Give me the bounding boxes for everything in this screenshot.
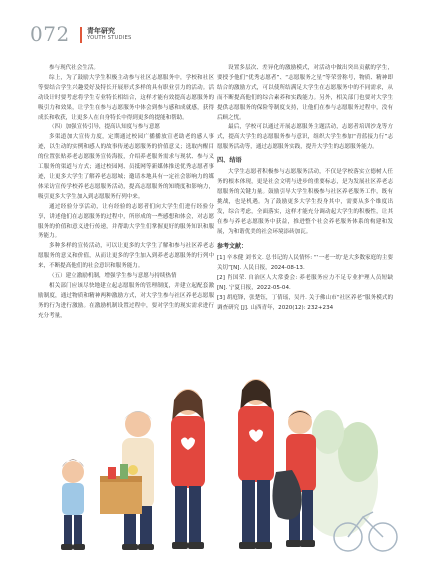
header-divider (80, 27, 82, 43)
page-number: 072 (30, 22, 70, 46)
subsection-heading: （五）建立激励机制，增强学生参与意愿与持续热情 (49, 273, 177, 280)
volunteer-illustration (38, 352, 398, 562)
volunteer-girl-icon (171, 389, 205, 549)
page-header (30, 22, 400, 48)
paragraph: 大学生志愿者积极参与志愿服务活动，不仅是学校落实立德树人任务的根本体现，更是社会文明与进步的重要标志，是为发展社区养老志愿服务的关键力量。鼓励引导大学生积极参与社区养老服务工作，既有挑战，也是机遇。为了鼓励更多大学生投身其中，需要从多个维度出发，综合考虑，全面落实，这样才能充分调动起大学生的积极性，让其在参与养老志愿服务中获益，推进整个社会养老服务体系的构建和发展，为和谐优美的社会环境添砖加瓦。 (217, 169, 393, 235)
right-text-column (217, 64, 393, 314)
paragraph: 设置多层次、差异化的激励模式，对活动中做出突出贡献的学生，要授予他们“优秀志愿者”、“志愿服务之星”等荣誉称号，物质、精神即结合的激励方式，可以使所结满足大学生在志愿服务中的不同需求，从而不断提高他们的综合素养和实践能力。另外，相关部门也要对大学生提供志愿服务的保险等制度支持，让他们在参与志愿服务过程中，没有后顾之忧。 (217, 65, 393, 121)
reference-item: [1] 辛本健 刘书文. 总书记的人民情怀: “‘一老一幼’是大多数家庭的主要关切”[N]. 人民日报，2024-08-13. (217, 255, 393, 272)
section-heading: 四、结语 (217, 157, 242, 165)
paragraph: 参与现代社会生活。 (49, 65, 99, 71)
subsection-heading: （四）加强宣传引导，提高认知度与参与意愿 (49, 124, 160, 131)
journal-title-cn: 青年研究 (87, 27, 115, 35)
child-icon (61, 460, 85, 551)
paragraph: 综上，为了鼓励大学生积极主动参与社区志愿服务中，学校和社区等要结合学生兴趣爱好及特长开展形式多样的具有职业引力的活动。活动设计时要考虑将学生专业特长相结合，这样才能有效提高志愿服务的吸引力和效果，让学生在参与志愿服务中体会到参与感和成就感，获得成长和收获，让更多人在自身特长中得到更多的提能和帮助。 (38, 74, 214, 121)
paragraph: 多种多样的宣传活动，可以让更多的大学生了解和参与社区养老志愿服务的意义和价值，从而让更多的学生加入到养老志愿服务的行列中来，不断提高他们的社会意识和服务能力。 (38, 243, 214, 270)
paragraph: 最后，学校可以通过开展志愿服务主题活动，志愿者培训沙龙等方式，提高大学生的志愿服务参与意识，组织大学生参加“青蓝接力行”志愿服务活动等，通过志愿服务实践，提升大学生的志愿服务能力。 (217, 124, 393, 151)
reference-item: [2] 肖国荣. 自治区人大常委会: 养老服务应力不足专业护理人员短缺 [N]. 宁夏日报，2022-05-04. (217, 275, 393, 292)
volunteer-woman-icon (238, 379, 274, 549)
references-heading: 参考文献： (217, 243, 248, 251)
left-text-column (38, 64, 214, 322)
paragraph: 相关部门应该尽快地建立起志愿服务的管理制度，并建立起配套激励制度，通过物质和精神两种激励方式，对大学生参与社区养老志愿服务的行为进行激励。在激励机制设置过程中，要对学生的现实需求进行充分考量， (38, 282, 214, 319)
paragraph: 多渠道加大宣传力度，定期通过校园广播播放宣老助老的感人事迹，以生动的实例和感人的故事传递志愿服务的价值意义；选取内醒目的位置张贴养老志愿服务宣传海报，介绍养老服务需求与现状、参与义工服务的渠道与方式；通过校园网、员抵网等新媒体推送优秀志愿者事迹，让更多大学生了解养老志愿城；邀请本地具有一定社会影响力的媒体采访宣传学校养老志愿服务活动，提高志愿服务的知晓度和影响力，吸引更多大学生加入到志愿服务行列中来。 (38, 134, 214, 200)
paragraph: 通过经验分享活动，让有经验的志愿者们向大学生们进行经验分享，讲述他们在志愿服务的过程中，所形成的一些感想和体会，对志愿服务的价值和意义进行传递，并帮助大学生们掌握更好的服务知识和服务能力。 (38, 203, 214, 240)
reference-item: [3] 胡庭锋，张楚钰，丁倩瑶，吴丹. 关于佛山市“社区养老”服务模式的调查研究 [J]. 山西青年，2020(12): 232+234 (217, 294, 393, 311)
donation-box-icon (100, 464, 142, 514)
journal-title-en: YOUTH STUDIES (87, 35, 132, 41)
